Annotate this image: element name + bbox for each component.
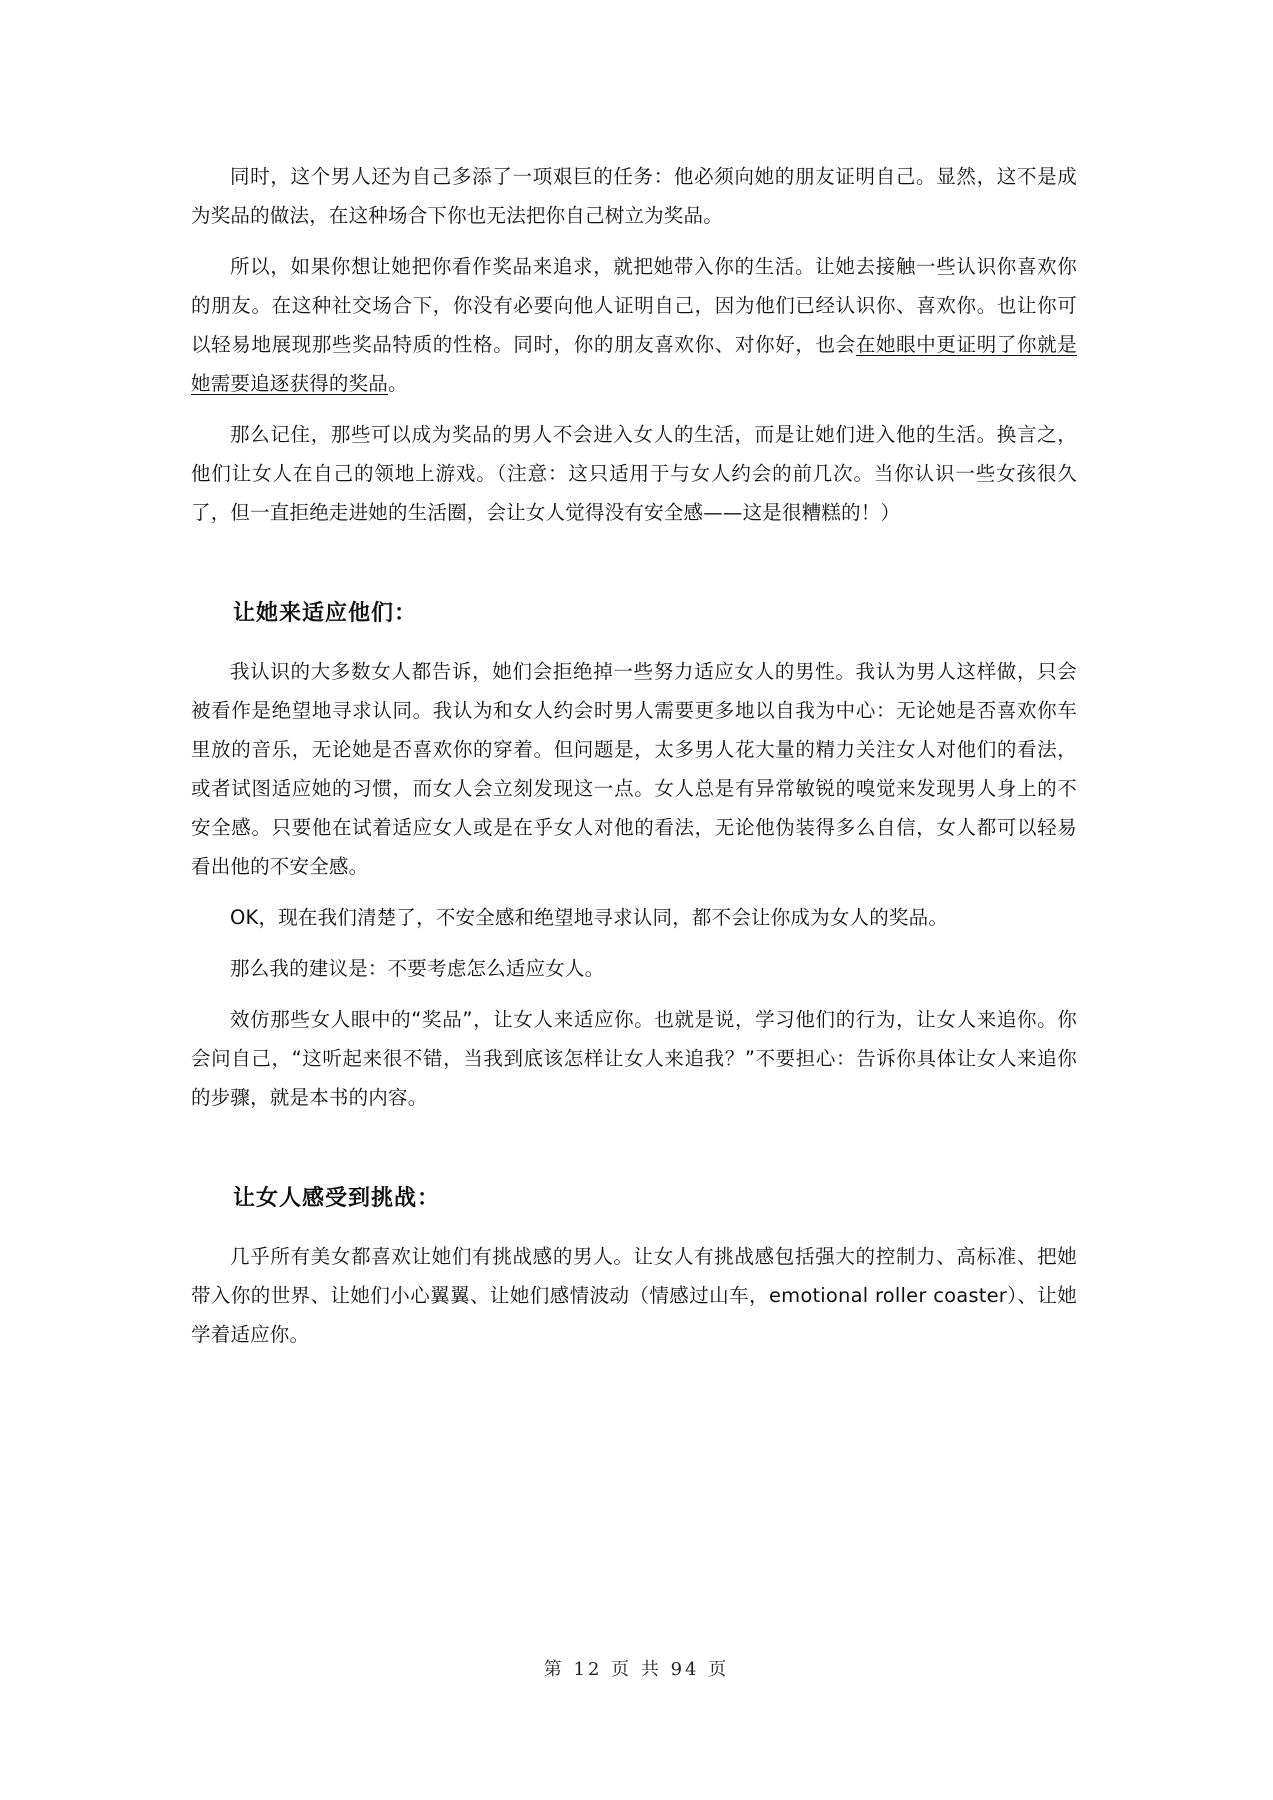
paragraph: 那么我的建议是：不要考虑怎么适应女人。 xyxy=(230,957,605,980)
paragraph xyxy=(191,247,1077,403)
page-body xyxy=(191,157,1077,1366)
paragraph-text: 所以，如果你想让她把你看作奖品来追求，就把她带入你的生活。让她去接触一些认识你喜欢你的朋友。在这种社交场合下，你没有必要向他人证明自己，因为他们已经认识你、喜欢你。也让你可以轻易地展现那些奖品特质的性格。同时，你的朋友喜欢你、对你好，也会 xyxy=(191,255,1077,356)
paragraph: 同时，这个男人还为自己多添了一项艰巨的任务：他必须向她的朋友证明自己。显然，这不是成为奖品的做法，在这种场合下你也无法把你自己树立为奖品。 xyxy=(191,165,1077,227)
underlined-text: 在她眼中更证明了你就是她需要追逐获得的奖品 xyxy=(191,333,1077,395)
paragraph: 那么记住，那些可以成为奖品的男人不会进入女人的生活，而是让她们进入他的生活。换言之，他们让女人在自己的领地上游戏。（注意：这只适用于与女人约会的前几次。当你认识一些女孩很久了，但一直拒绝走进她的生活圈，会让女人觉得没有安全感——这是很糟糕的！） xyxy=(191,423,1077,524)
page-number-footer: 第 12 页 共 94 页 xyxy=(543,1659,730,1680)
paragraph: 效仿那些女人眼中的“奖品”，让女人来适应你。也就是说，学习他们的行为，让女人来追你。你会问自己，“这听起来很不错，当我到底该怎样让女人来追我？”不要担心：告诉你具体让女人来追你的步骤，就是本书的内容。 xyxy=(191,1008,1077,1109)
paragraph-text: 。 xyxy=(388,372,408,395)
section-heading: 让女人感受到挑战： xyxy=(233,1186,441,1211)
section-heading: 让她来适应他们： xyxy=(233,601,418,626)
paragraph: 几乎所有美女都喜欢让她们有挑战感的男人。让女人有挑战感包括强大的控制力、高标准、把她带入你的世界、让她们小心翼翼、让她们感情波动（情感过山车，emotional roller coaster）、让她学着适应你。 xyxy=(191,1245,1077,1346)
paragraph: 我认识的大多数女人都告诉，她们会拒绝掉一些努力适应女人的男性。我认为男人这样做，只会被看作是绝望地寻求认同。我认为和女人约会时男人需要更多地以自我为中心：无论她是否喜欢你车里放的音乐，无论她是否喜欢你的穿着。但问题是，太多男人花大量的精力关注女人对他们的看法，或者试图适应她的习惯，而女人会立刻发现这一点。女人总是有异常敏锐的嗅觉来发现男人身上的不安全感。只要他在试着适应女人或是在乎女人对他的看法，无论他伪装得多么自信，女人都可以轻易看出他的不安全感。 xyxy=(191,660,1077,878)
paragraph: OK，现在我们清楚了，不安全感和绝望地寻求认同，都不会让你成为女人的奖品。 xyxy=(230,906,949,929)
